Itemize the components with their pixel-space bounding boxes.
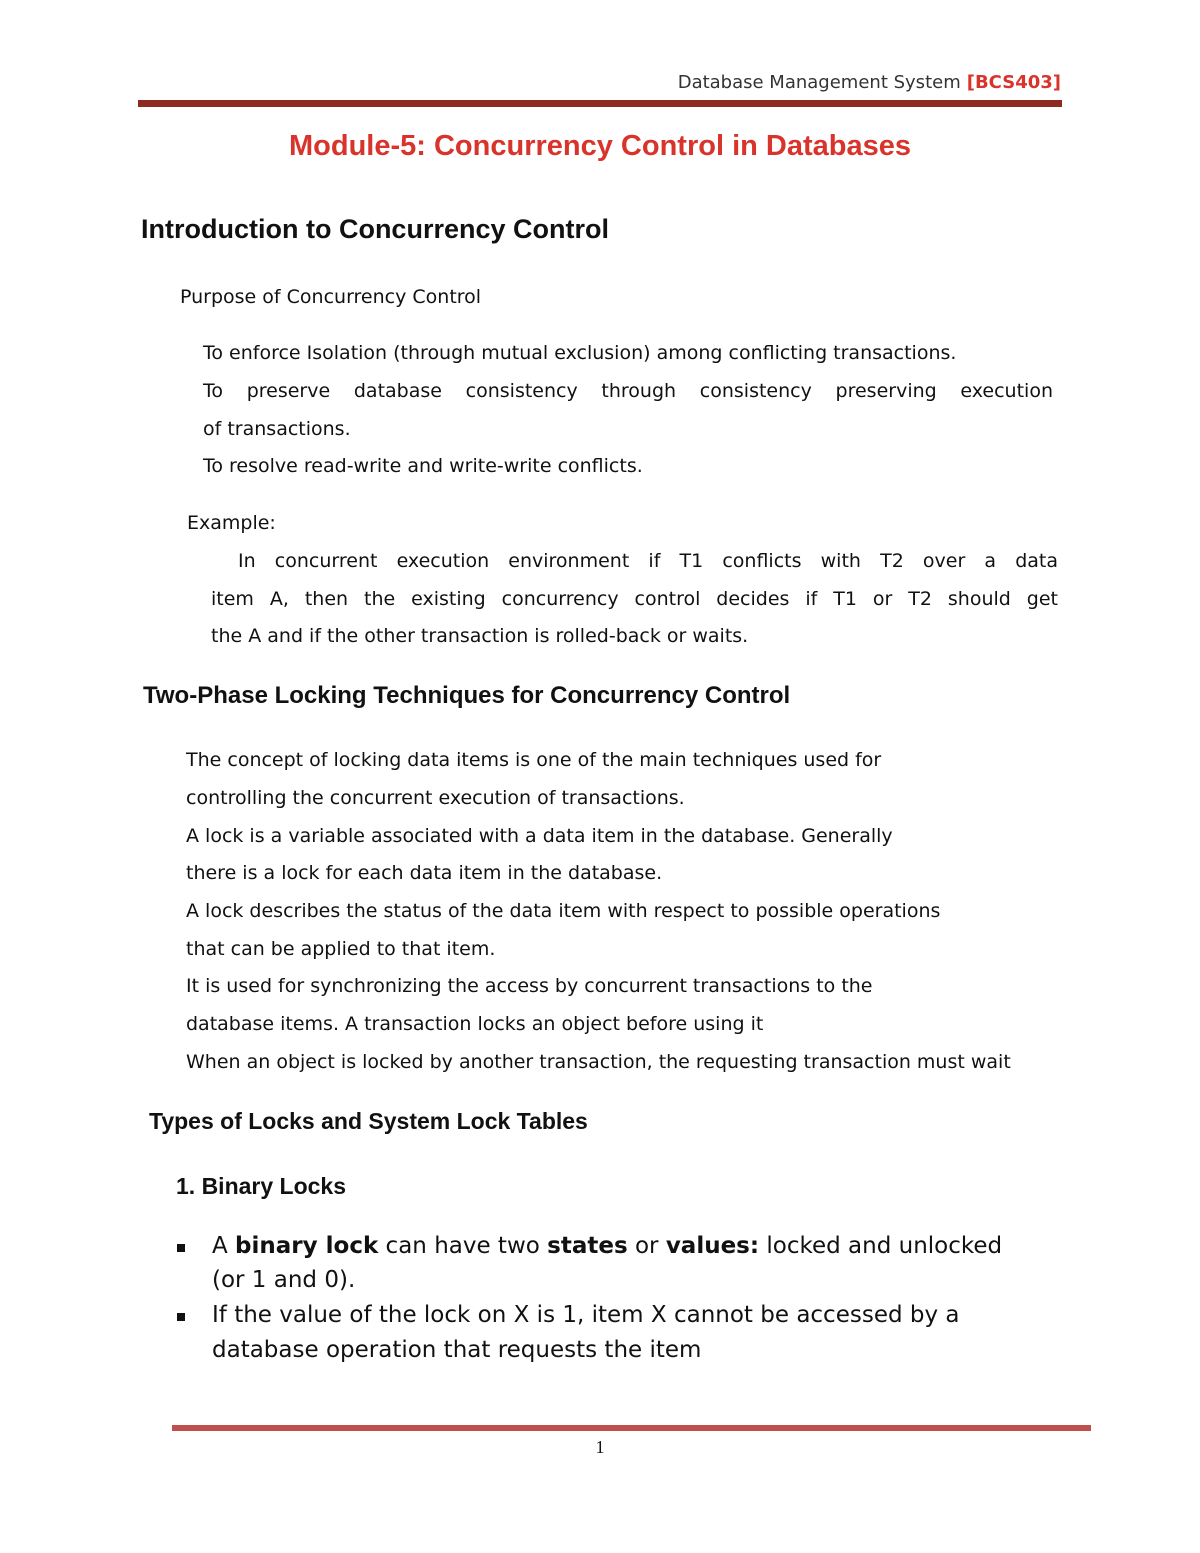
- example-line: item A, then the existing concurrency control decides if T1 or T2 should get: [211, 588, 1058, 610]
- bullet-text-part: locked and unlocked: [759, 1233, 1003, 1259]
- bullet-text-part: A: [212, 1233, 236, 1259]
- bullet-text-part: can have two: [378, 1233, 548, 1259]
- footer-rule: [172, 1425, 1091, 1431]
- purpose-line: To resolve read-write and write-write conflicts.: [203, 455, 643, 477]
- square-bullet-icon: [177, 1244, 185, 1252]
- binary-locks-item: 1. Binary Locks: [176, 1173, 347, 1199]
- two-phase-line: A lock describes the status of the data item with respect to possible operations: [186, 900, 941, 922]
- purpose-line: of transactions.: [203, 418, 351, 440]
- bullet-bold-term: binary lock: [235, 1233, 379, 1259]
- intro-heading: Introduction to Concurrency Control: [141, 214, 609, 244]
- purpose-label: Purpose of Concurrency Control: [180, 286, 482, 308]
- lock-types-heading: Types of Locks and System Lock Tables: [149, 1108, 588, 1134]
- purpose-line: To preserve database consistency through consistency preserving execution: [203, 380, 1053, 402]
- header-rule: [138, 100, 1062, 107]
- square-bullet-icon: [177, 1313, 185, 1321]
- bullet-text: [212, 1233, 1002, 1259]
- two-phase-line: database items. A transaction locks an object before using it: [186, 1013, 764, 1035]
- bullet-text: If the value of the lock on X is 1, item X cannot be accessed by a: [212, 1302, 960, 1328]
- two-phase-heading: Two-Phase Locking Techniques for Concurrency Control: [143, 682, 791, 709]
- page-header: [678, 72, 1061, 93]
- bullet-bold-term: values:: [665, 1233, 760, 1259]
- example-line: the A and if the other transaction is rolled-back or waits.: [211, 625, 749, 647]
- bullet-text: (or 1 and 0).: [212, 1267, 356, 1293]
- example-label: Example:: [187, 512, 276, 534]
- two-phase-line: controlling the concurrent execution of transactions.: [186, 787, 685, 809]
- header-title: Database Management System: [677, 72, 961, 93]
- module-title: Module-5: Concurrency Control in Databases: [289, 130, 911, 162]
- bullet-text: database operation that requests the item: [212, 1337, 702, 1363]
- two-phase-line: A lock is a variable associated with a data item in the database. Generally: [186, 825, 893, 847]
- two-phase-line: The concept of locking data items is one of the main techniques used for: [186, 749, 882, 771]
- two-phase-line: there is a lock for each data item in the database.: [186, 862, 663, 884]
- example-line: In concurrent execution environment if T1 conflicts with T2 over a data: [238, 550, 1058, 572]
- two-phase-line: It is used for synchronizing the access by concurrent transactions to the: [186, 975, 873, 997]
- two-phase-line: that can be applied to that item.: [186, 938, 496, 960]
- bullet-text-part: or: [627, 1233, 666, 1259]
- page-number: 1: [595, 1437, 605, 1457]
- two-phase-line: When an object is locked by another transaction, the requesting transaction must wait: [186, 1051, 1011, 1073]
- header-course-code: [BCS403]: [966, 72, 1061, 93]
- bullet-bold-term: states: [547, 1233, 628, 1259]
- purpose-line: To enforce Isolation (through mutual exclusion) among conflicting transactions.: [203, 342, 957, 364]
